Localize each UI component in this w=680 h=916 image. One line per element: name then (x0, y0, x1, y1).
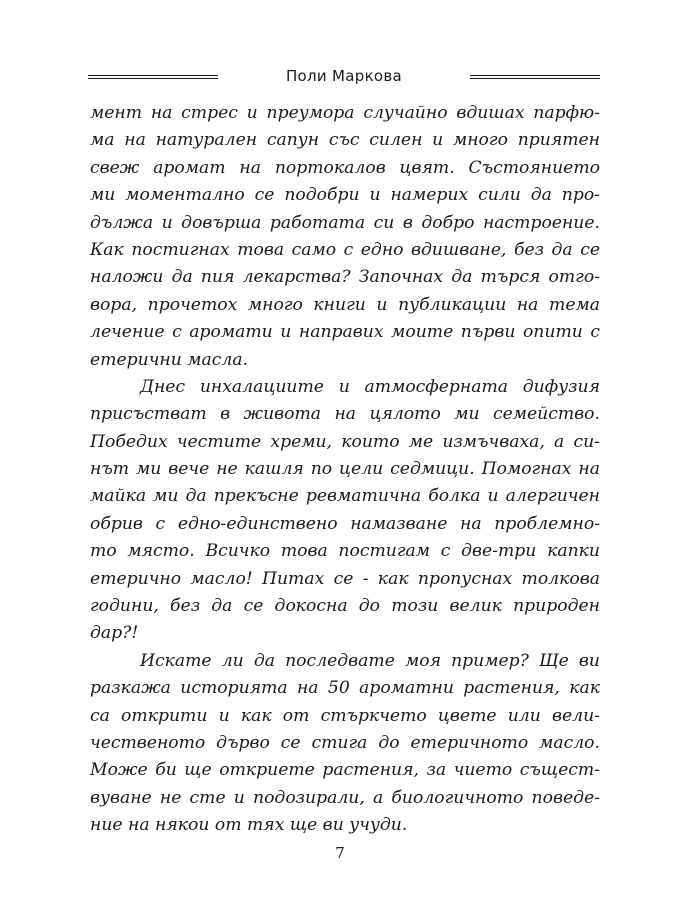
page-number: 7 (335, 844, 345, 862)
text-line: години, без да се докосна до този велик природен (90, 596, 600, 617)
text-line: дължа и довърша работата си в добро настроение. (90, 212, 600, 233)
running-header (88, 64, 600, 90)
header-rule-right (470, 75, 600, 79)
text-line: разкажа историята на 50 ароматни растения, как (90, 678, 600, 699)
text-line: вора, прочетох много книги и публикации на тема (90, 294, 600, 315)
text-line: ма на натурален сапун със силен и много приятен (90, 130, 600, 151)
text-line: Как постигнах това само с едно вдишване, без да се (90, 239, 600, 260)
text-line: то място. Всичко това постигам с две-три капки (90, 541, 600, 562)
text-line: Може би ще откриете растения, за чието същест- (90, 760, 600, 781)
text-line: Днес инхалациите и атмосферната дифузия (140, 376, 600, 397)
text-line: чественото дърво се стига до етеричното масло. (90, 732, 600, 753)
text-line: лечение с аромати и направих моите първи опити с (90, 322, 600, 343)
text-line: свеж аромат на портокалов цвят. Състоянието (90, 157, 600, 178)
body-text (90, 100, 600, 840)
header-author-name: Поли Маркова (285, 67, 403, 85)
text-line: Победих честите хреми, които ме измъчваха, а си- (90, 431, 600, 452)
text-line: присъстват в живота на цялото ми семейство. (90, 404, 600, 425)
text-line: майка ми да прекъсне ревматична болка и алергичен (90, 486, 600, 507)
text-line: етерични масла. (90, 349, 249, 370)
text-line: са открити и как от стъркчето цвете или вели- (90, 705, 600, 726)
text-line: обрив с едно-единствено намазване на проблемно- (90, 513, 600, 534)
text-line: мент на стрес и преумора случайно вдишах парфю- (90, 103, 600, 123)
text-line: ми моментално се подобри и намерих сили да про- (90, 185, 600, 206)
text-line: ние на някои от тях ще ви учуди. (90, 815, 408, 836)
text-line: дар?! (90, 623, 139, 644)
text-line: вуване не сте и подозирали, а биологичното поведе- (90, 787, 600, 808)
text-line: нът ми вече не кашля по цели седмици. Помогнах на (90, 459, 600, 480)
text-line: Искате ли да последвате моя пример? Ще ви (140, 650, 600, 671)
text-line: етерично масло! Питах се - как пропуснах толкова (90, 568, 600, 589)
text-line: наложи да пия лекарства? Започнах да търся отго- (90, 267, 600, 288)
